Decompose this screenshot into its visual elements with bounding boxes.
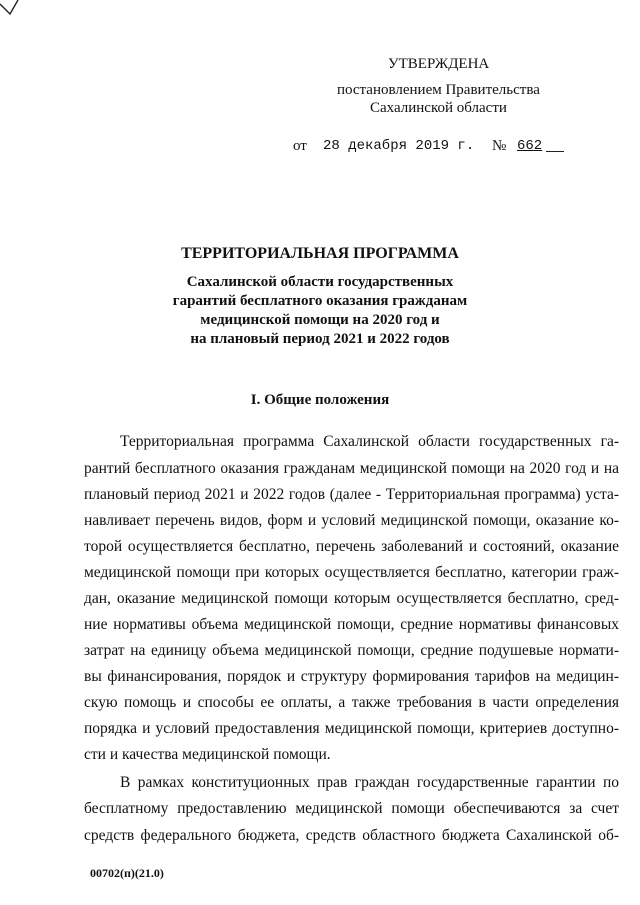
body-line: торой осуществляется бесплатно, перечень заболеваний и состояний, оказание	[84, 538, 619, 555]
body-line: В рамках конституционных прав граждан государственные гарантии по	[120, 774, 619, 791]
title-main: ТЕРРИТОРИАЛЬНАЯ ПРОГРАММА	[181, 245, 459, 262]
approved-by-line2: Сахалинской области	[370, 100, 507, 116]
document-code: 00702(п)(21.0)	[90, 866, 164, 880]
from-label: от	[293, 138, 307, 154]
body-line: рантий бесплатного оказания гражданам медицинской помощи на 2020 год и на	[84, 460, 619, 477]
section-heading: I. Общие положения	[250, 392, 390, 408]
subtitle-line: медицинской помощи на 2020 год и	[200, 312, 440, 328]
subtitle-line: на плановый период 2021 и 2022 годов	[190, 331, 450, 347]
body-line: ние нормативы объема медицинской помощи, средние нормативы финансовых	[84, 616, 619, 633]
number-underline	[546, 151, 564, 152]
subtitle-line: Сахалинской области государственных	[186, 274, 454, 290]
body-line: бесплатному предоставлению медицинской помощи обеспечиваются за счет	[84, 800, 619, 817]
body-line: дан, оказание медицинской помощи которым осуществляется бесплатно, сред-	[84, 590, 619, 607]
approval-number: 662	[517, 138, 543, 154]
body-line: плановый период 2021 и 2022 годов (далее - Территориальная программа) уста-	[84, 486, 619, 503]
body-line: средств федерального бюджета, средств областного бюджета Сахалинской об-	[84, 827, 619, 844]
body-line: сти и качества медицинской помощи.	[84, 746, 331, 763]
document-title	[0, 245, 640, 263]
approved-label: УТВЕРЖДЕНА	[388, 56, 490, 72]
body-line: навливает перечень видов, форм и условий медицинской помощи, оказание ко-	[84, 512, 619, 529]
body-line: порядка и условий предоставления медицинской помощи, критериев доступно-	[84, 720, 619, 737]
document-subtitle	[0, 273, 640, 349]
body-line: затрат на единицу объема медицинской помощи, средние подушевые нормати-	[84, 642, 619, 659]
approved-by-line1: постановлением Правительства	[337, 82, 540, 98]
approval-date: 28 декабря 2019 г.	[323, 138, 475, 154]
number-label: №	[492, 138, 507, 154]
body-line: Территориальная программа Сахалинской области государственных га-	[120, 433, 619, 450]
corner-mark-icon	[0, 0, 22, 22]
body-line: скую помощь и способы ее оплаты, а также требования в части определения	[84, 694, 619, 711]
body-line: вы финансирования, порядок и структуру формирования тарифов на медицин-	[84, 668, 619, 685]
body-line: медицинской помощи при которых осуществляется бесплатно, категории граж-	[84, 564, 619, 581]
subtitle-line: гарантий бесплатного оказания гражданам	[172, 293, 468, 309]
